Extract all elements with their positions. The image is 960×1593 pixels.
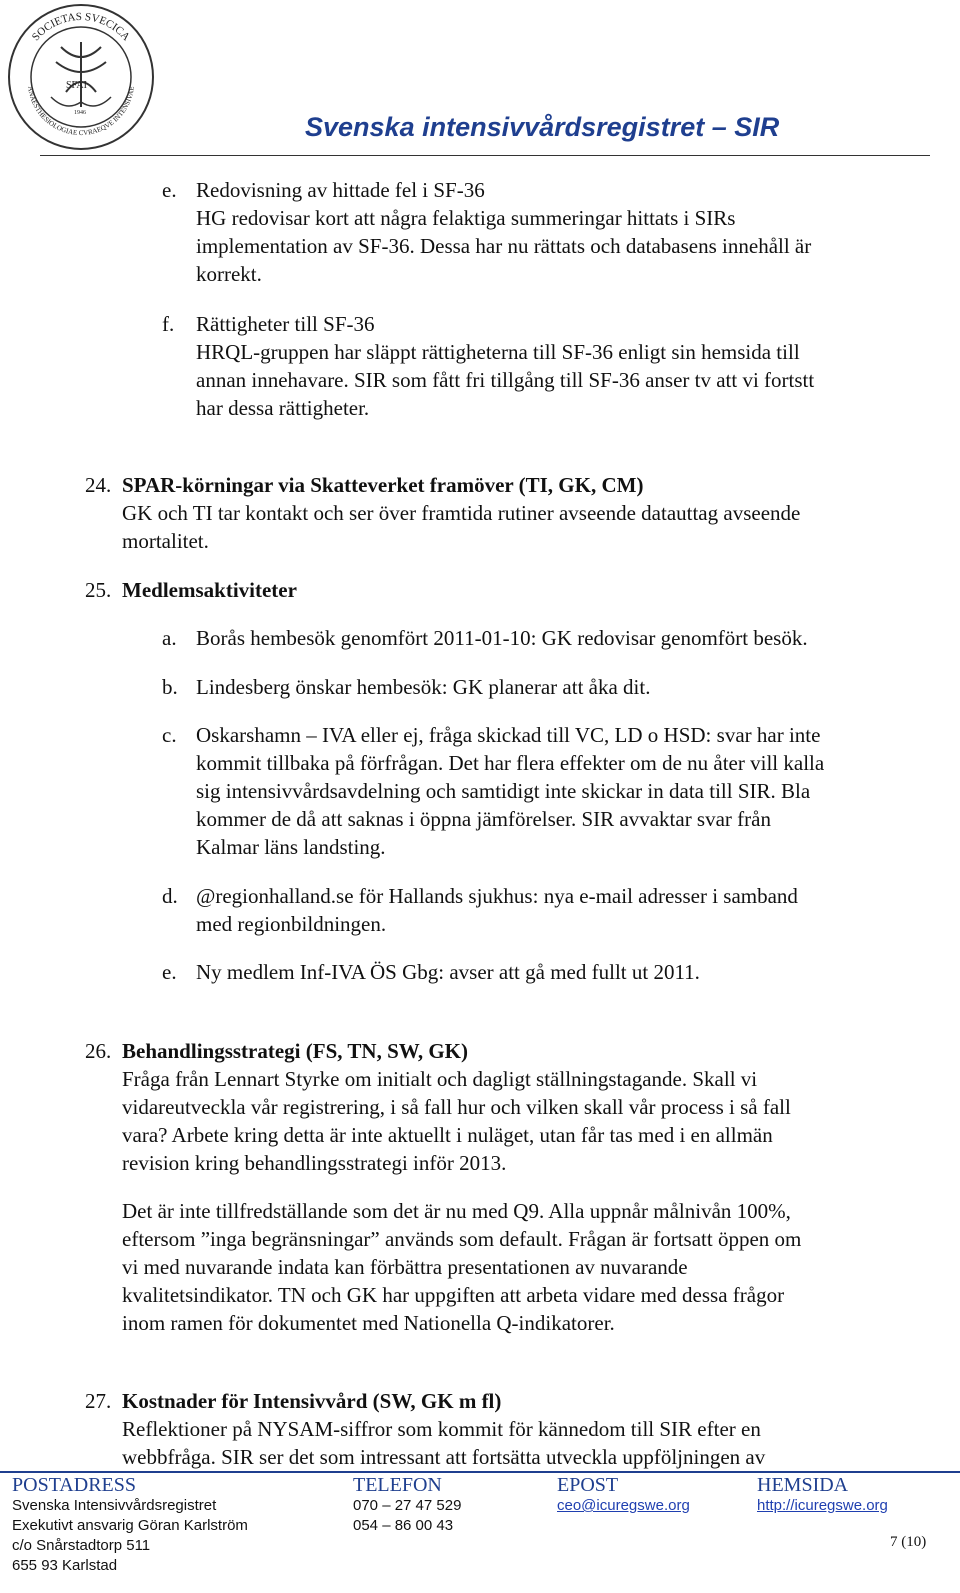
item-line: med regionbildningen. xyxy=(196,912,387,936)
section-line: mortalitet. xyxy=(122,529,209,553)
logo-text-year: 1946 xyxy=(74,110,86,116)
section-line: Det är inte tillfredställande som det är nu med Q9. Alla uppnår målnivån 100%, xyxy=(122,1199,791,1223)
header-divider xyxy=(40,155,930,156)
item-marker: b. xyxy=(162,675,178,699)
footer-postadress-line: Exekutivt ansvarig Göran Karlström xyxy=(12,1517,248,1534)
item-marker: e. xyxy=(162,178,177,202)
section-heading: Medlemsaktiviteter xyxy=(122,578,297,602)
item-line: @regionhalland.se för Hallands sjukhus: nya e-mail adresser i samband xyxy=(196,884,798,908)
footer-telefon-line: 054 – 86 00 43 xyxy=(353,1517,454,1534)
item-line: Lindesberg önskar hembesök: GK planerar att åka dit. xyxy=(196,675,651,699)
item-line: Oskarshamn – IVA eller ej, fråga skickad till VC, LD o HSD: svar har inte xyxy=(196,723,821,747)
footer-telefon-line: 070 – 27 47 529 xyxy=(353,1497,462,1514)
item-line: sig intensivvårdsavdelning och samtidigt inte skickar in data till SIR. Bla xyxy=(196,779,811,803)
section-line: webbfråga. SIR ser det som intressant att fortsätta utveckla uppföljningen av xyxy=(122,1445,766,1469)
item-line: HRQL-gruppen har släppt rättigheterna till SF-36 enligt sin hemsida till xyxy=(196,340,800,364)
section-line: kvalitetsindikator. TN och GK har uppgiften att arbeta vidare med dessa frågor xyxy=(122,1283,785,1307)
section-line: inom ramen för dokumentet med Nationella Q-indikatorer. xyxy=(122,1311,615,1335)
footer-hemsida-label: HEMSIDA xyxy=(757,1474,849,1496)
section-line: Reflektioner på NYSAM-siffror som kommit för kännedom till SIR efter en xyxy=(122,1417,761,1441)
footer-email-link[interactable]: ceo@icuregswe.org xyxy=(557,1497,690,1514)
item-line: Kalmar läns landsting. xyxy=(196,835,386,859)
footer-postadress-line: c/o Snårstadtorp 511 xyxy=(12,1537,151,1554)
item-line: implementation av SF-36. Dessa har nu rättats och databasens innehåll är xyxy=(196,234,812,258)
section-heading: SPAR-körningar via Skatteverket framöver (TI, GK, CM) xyxy=(122,473,644,497)
section-heading: Behandlingsstrategi (FS, TN, SW, GK) xyxy=(122,1039,468,1063)
item-line: annan innehavare. SIR som fått fri tillgång till SF-36 anser tv att vi fortstt xyxy=(196,368,815,392)
item-marker: e. xyxy=(162,960,177,984)
item-marker: d. xyxy=(162,884,178,908)
item-marker: f. xyxy=(162,312,175,336)
item-line: HG redovisar kort att några felaktiga summeringar hittats i SIRs xyxy=(196,206,736,230)
sfai-seal-logo xyxy=(6,2,156,152)
footer-postadress-label: POSTADRESS xyxy=(12,1474,136,1496)
section-heading: Kostnader för Intensivvård (SW, GK m fl) xyxy=(122,1389,502,1413)
item-line: kommit tillbaka på förfrågan. Det har flera effekter om de nu åter vill kalla xyxy=(196,751,825,775)
section-number: 25. xyxy=(85,578,112,602)
item-line: Ny medlem Inf-IVA ÖS Gbg: avser att gå med fullt ut 2011. xyxy=(196,960,700,984)
item-line: Rättigheter till SF-36 xyxy=(196,312,375,336)
section-line: vidareutveckla vår registrering, i så fall hur och vilken skall vår process i så fall xyxy=(122,1095,791,1119)
logo-text-top: SOCIETAS SVECICA xyxy=(29,10,133,44)
item-line: korrekt. xyxy=(196,262,262,286)
section-line: GK och TI tar kontakt och ser över framtida rutiner avseende datauttag avseende xyxy=(122,501,801,525)
section-line: vi med nuvarande indata kan förbättra presentationen av nuvarande xyxy=(122,1255,688,1279)
item-line: har dessa rättigheter. xyxy=(196,396,370,420)
logo-text-bottom: ANAESTHESIOLOGIAE CVRAEQVE INTENSIVAE xyxy=(26,85,136,138)
item-line: kommer de då att saknas i öppna jämförelser. SIR avvaktar svar från xyxy=(196,807,771,831)
section-line: eftersom ”inga begränsningar” används som default. Frågan är fortsatt öppen om xyxy=(122,1227,802,1251)
item-line: Redovisning av hittade fel i SF-36 xyxy=(196,178,485,202)
header-title: Svenska intensivvårdsregistret – SIR xyxy=(305,112,780,142)
footer-telefon-label: TELEFON xyxy=(353,1474,442,1496)
footer-postadress-line: Svenska Intensivvårdsregistret xyxy=(12,1497,217,1514)
footer-website-link[interactable]: http://icuregswe.org xyxy=(757,1497,888,1514)
footer-epost-label: EPOST xyxy=(557,1474,619,1496)
section-number: 26. xyxy=(85,1039,112,1063)
section-number: 27. xyxy=(85,1389,112,1413)
item-line: Borås hembesök genomfört 2011-01-10: GK redovisar genomfört besök. xyxy=(196,626,808,650)
item-marker: a. xyxy=(162,626,177,650)
page-number: 7 (10) xyxy=(890,1534,927,1550)
footer-postadress-line: 655 93 Karlstad xyxy=(12,1557,118,1574)
item-marker: c. xyxy=(162,723,177,747)
section-line: Fråga från Lennart Styrke om initialt och dagligt ställningstagande. Skall vi xyxy=(122,1067,758,1091)
section-line: vara? Arbete kring detta är inte aktuellt i nuläget, utan får tas med i en allmän xyxy=(122,1123,773,1147)
section-line: revision kring behandlingsstrategi inför 2013. xyxy=(122,1151,507,1175)
section-number: 24. xyxy=(85,473,112,497)
logo-text-sfai: SFAI xyxy=(66,80,87,91)
